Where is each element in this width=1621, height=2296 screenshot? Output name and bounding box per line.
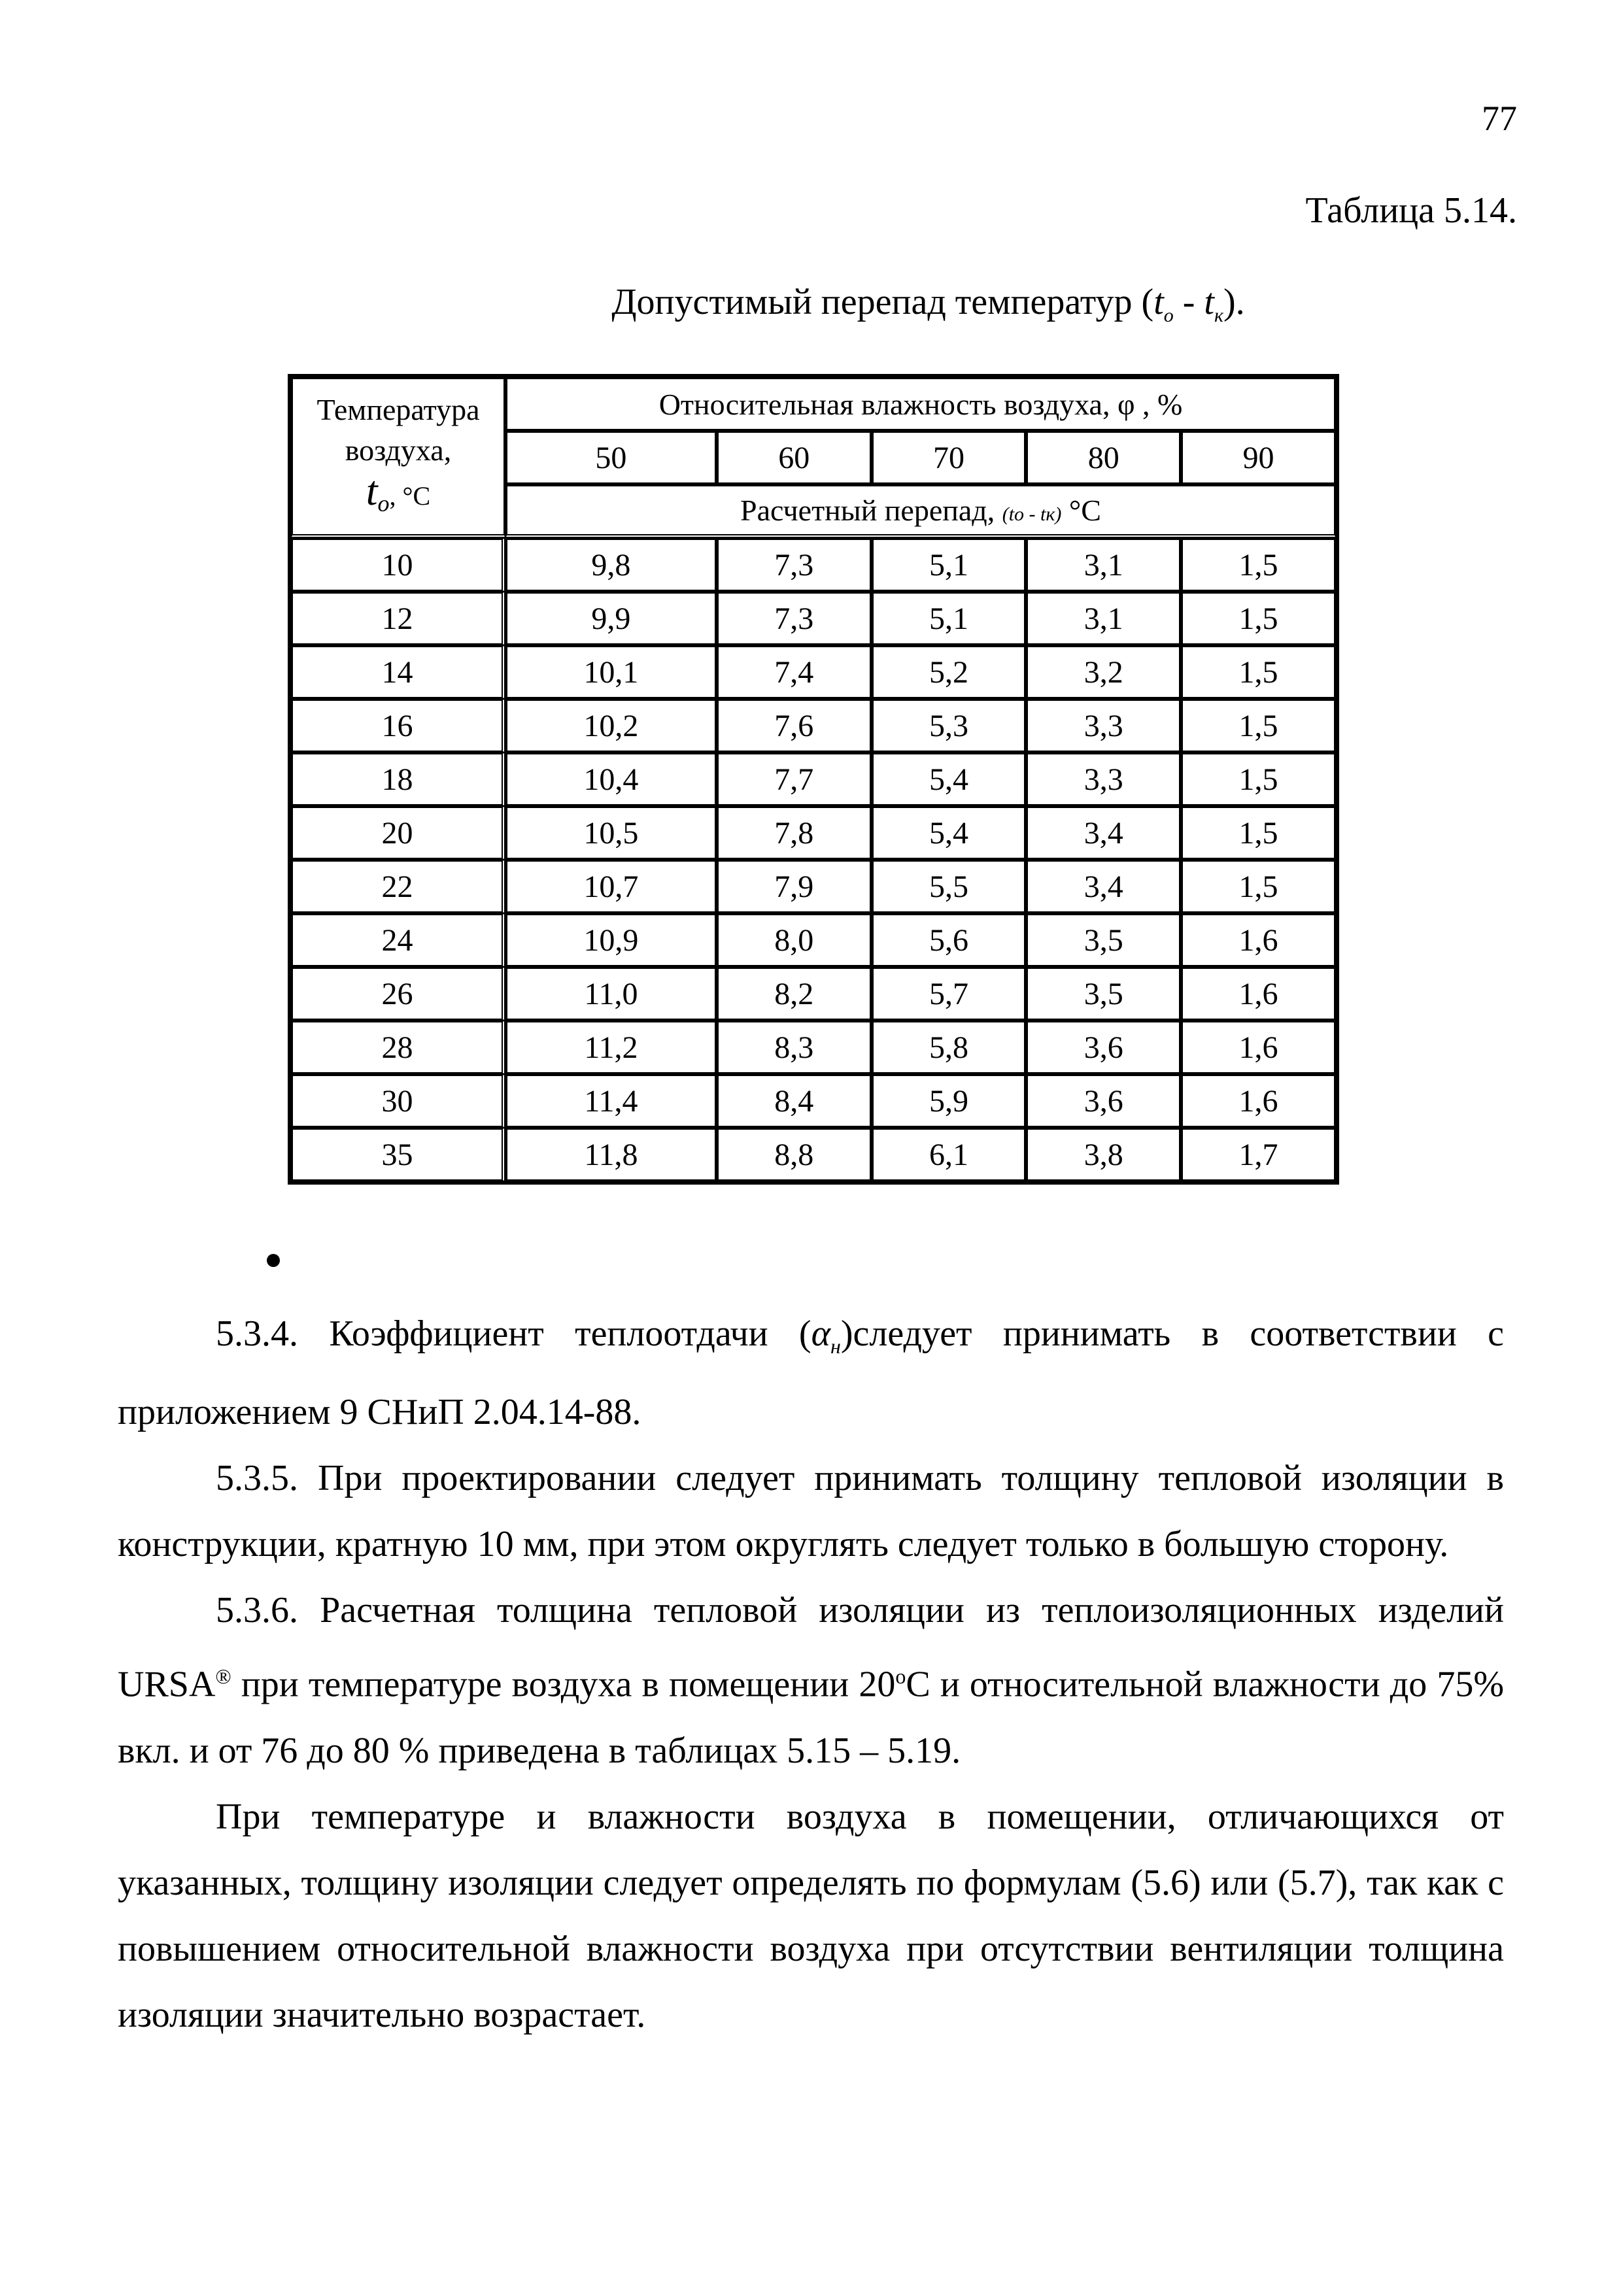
table-label: Таблица 5.14. — [1305, 190, 1517, 231]
table-row — [291, 860, 1336, 913]
temperature-cell: 28 — [291, 1021, 505, 1074]
value-cell: 7,9 — [717, 860, 872, 913]
humidity-value-header: 70 — [872, 431, 1027, 484]
value-cell: 8,3 — [717, 1021, 872, 1074]
value-cell: 3,6 — [1026, 1021, 1181, 1074]
table-row — [291, 645, 1336, 699]
value-cell: 3,8 — [1026, 1128, 1181, 1181]
table-title-sub-o: о — [1163, 305, 1174, 327]
temp-header-line1: Температура — [316, 392, 480, 426]
table-title-sub-k: к — [1214, 305, 1224, 327]
value-cell: 8,8 — [717, 1128, 872, 1181]
table-title-t-o: t — [1153, 282, 1164, 322]
table-title-suffix: ). — [1223, 282, 1245, 322]
value-cell: 10,7 — [505, 860, 717, 913]
alpha-subscript: н — [830, 1334, 841, 1359]
value-cell: 3,6 — [1026, 1074, 1181, 1128]
value-cell: 9,9 — [505, 592, 717, 645]
value-cell: 5,1 — [872, 538, 1027, 592]
table-body — [291, 538, 1336, 1181]
temp-header-line2: воздуха, — [345, 433, 452, 467]
value-cell: 1,7 — [1181, 1128, 1336, 1181]
temperature-difference-table — [288, 374, 1339, 1185]
table-row — [291, 592, 1336, 645]
value-cell: 1,5 — [1181, 538, 1336, 592]
value-cell: 5,1 — [872, 592, 1027, 645]
value-cell: 7,6 — [717, 699, 872, 752]
calc-header — [505, 484, 1336, 538]
value-cell: 5,4 — [872, 752, 1027, 806]
value-cell: 10,9 — [505, 913, 717, 967]
value-cell: 7,3 — [717, 538, 872, 592]
table-row — [291, 1021, 1336, 1074]
calc-header-formula: (tо - tк) — [1002, 503, 1062, 525]
temperature-cell: 35 — [291, 1128, 505, 1181]
value-cell: 1,5 — [1181, 645, 1336, 699]
temperature-cell: 30 — [291, 1074, 505, 1128]
table-row — [291, 538, 1336, 592]
value-cell: 1,5 — [1181, 592, 1336, 645]
table-row — [291, 806, 1336, 860]
paragraph-5-3-6 — [118, 1578, 1504, 1784]
value-cell: 5,6 — [872, 913, 1027, 967]
temperature-cell: 10 — [291, 538, 505, 592]
value-cell: 10,2 — [505, 699, 717, 752]
bullet-dot — [267, 1254, 280, 1267]
value-cell: 9,8 — [505, 538, 717, 592]
p3-text-mid: при температуре воздуха в помещении 20 — [231, 1664, 896, 1705]
temperature-cell: 22 — [291, 860, 505, 913]
value-cell: 1,5 — [1181, 699, 1336, 752]
paragraph-5-3-4 — [118, 1301, 1504, 1445]
temp-header-symbol: t — [366, 467, 378, 514]
temp-header-sub: о — [377, 490, 390, 517]
value-cell: 1,6 — [1181, 913, 1336, 967]
temperature-cell: 26 — [291, 967, 505, 1021]
table-title-t-k: t — [1204, 282, 1214, 322]
temp-header-unit: , °С — [389, 481, 431, 511]
degree-mark: о — [895, 1664, 906, 1689]
value-cell: 10,5 — [505, 806, 717, 860]
value-cell: 11,0 — [505, 967, 717, 1021]
value-cell: 1,6 — [1181, 1074, 1336, 1128]
value-cell: 8,0 — [717, 913, 872, 967]
value-cell: 10,4 — [505, 752, 717, 806]
value-cell: 5,5 — [872, 860, 1027, 913]
value-cell: 5,8 — [872, 1021, 1027, 1074]
temperature-cell: 18 — [291, 752, 505, 806]
value-cell: 3,1 — [1026, 538, 1181, 592]
table-row — [291, 1074, 1336, 1128]
humidity-header: Относительная влажность воздуха, φ , % — [505, 377, 1336, 431]
table-row — [291, 967, 1336, 1021]
p3-text-after: С и относительной влажности до 75% вкл. и от 76 до 80 % приведена в таблицах 5.15 – 5.19. — [118, 1664, 1504, 1771]
value-cell: 3,4 — [1026, 860, 1181, 913]
calc-header-text: Расчетный перепад, — [740, 494, 1002, 527]
value-cell: 7,7 — [717, 752, 872, 806]
calc-header-unit: °С — [1061, 494, 1101, 527]
humidity-value-header: 60 — [717, 431, 872, 484]
alpha-symbol: α — [811, 1313, 830, 1354]
paragraph-note: При температуре и влажности воздуха в помещении, отличающихся от указанных, толщину изоляции следует определять по формулам (5.6) или (5.7), так как с повышением относительной влажности воздуха при отсутствии вентиляции толщина изоляции значительно возрастает. — [118, 1796, 1504, 2035]
value-cell: 1,5 — [1181, 752, 1336, 806]
value-cell: 1,5 — [1181, 806, 1336, 860]
value-cell: 5,2 — [872, 645, 1027, 699]
value-cell: 1,6 — [1181, 1021, 1336, 1074]
value-cell: 3,3 — [1026, 699, 1181, 752]
value-cell: 5,4 — [872, 806, 1027, 860]
temperature-cell: 16 — [291, 699, 505, 752]
value-cell: 6,1 — [872, 1128, 1027, 1181]
value-cell: 5,7 — [872, 967, 1027, 1021]
table-title-prefix: Допустимый перепад температур ( — [611, 282, 1154, 322]
table-row — [291, 699, 1336, 752]
temp-header-symbol-line — [293, 467, 503, 524]
value-cell: 8,2 — [717, 967, 872, 1021]
paragraph-5-3-5: 5.3.5. При проектировании следует принимать толщину тепловой изоляции в конструкции, кратную 10 мм, при этом округлять следует только в большую сторону. — [118, 1458, 1504, 1565]
p1-text-after: )следует принимать в соответствии с приложением 9 СНиП 2.04.14-88. — [118, 1313, 1505, 1433]
temperature-cell: 20 — [291, 806, 505, 860]
value-cell: 11,2 — [505, 1021, 717, 1074]
value-cell: 7,8 — [717, 806, 872, 860]
value-cell: 3,5 — [1026, 913, 1181, 967]
value-cell: 11,8 — [505, 1128, 717, 1181]
temperature-cell: 24 — [291, 913, 505, 967]
p1-text-before: 5.3.4. Коэффициент теплоотдачи ( — [216, 1313, 811, 1354]
table-title — [0, 281, 1621, 327]
temperature-cell: 12 — [291, 592, 505, 645]
value-cell: 3,2 — [1026, 645, 1181, 699]
table-row — [291, 1128, 1336, 1181]
humidity-value-header: 50 — [505, 431, 717, 484]
page-number: 77 — [1482, 99, 1517, 138]
value-cell: 10,1 — [505, 645, 717, 699]
humidity-value-header: 90 — [1181, 431, 1336, 484]
value-cell: 3,3 — [1026, 752, 1181, 806]
value-cell: 7,3 — [717, 592, 872, 645]
value-cell: 11,4 — [505, 1074, 717, 1128]
value-cell: 7,4 — [717, 645, 872, 699]
value-cell: 3,5 — [1026, 967, 1181, 1021]
humidity-value-header: 80 — [1026, 431, 1181, 484]
table-row — [291, 913, 1336, 967]
table-title-dash: - — [1173, 282, 1204, 322]
value-cell: 5,9 — [872, 1074, 1027, 1128]
p3-text-before: 5.3.6. Расчетная толщина тепловой изоляции из теплоизоляционных изделий URSA — [118, 1590, 1504, 1705]
body-text — [118, 1301, 1504, 2048]
registered-mark: ® — [215, 1664, 231, 1689]
temperature-column-header — [291, 377, 505, 538]
value-cell: 8,4 — [717, 1074, 872, 1128]
value-cell: 1,6 — [1181, 967, 1336, 1021]
value-cell: 3,1 — [1026, 592, 1181, 645]
table-row — [291, 752, 1336, 806]
temperature-cell: 14 — [291, 645, 505, 699]
value-cell: 5,3 — [872, 699, 1027, 752]
value-cell: 1,5 — [1181, 860, 1336, 913]
value-cell: 3,4 — [1026, 806, 1181, 860]
